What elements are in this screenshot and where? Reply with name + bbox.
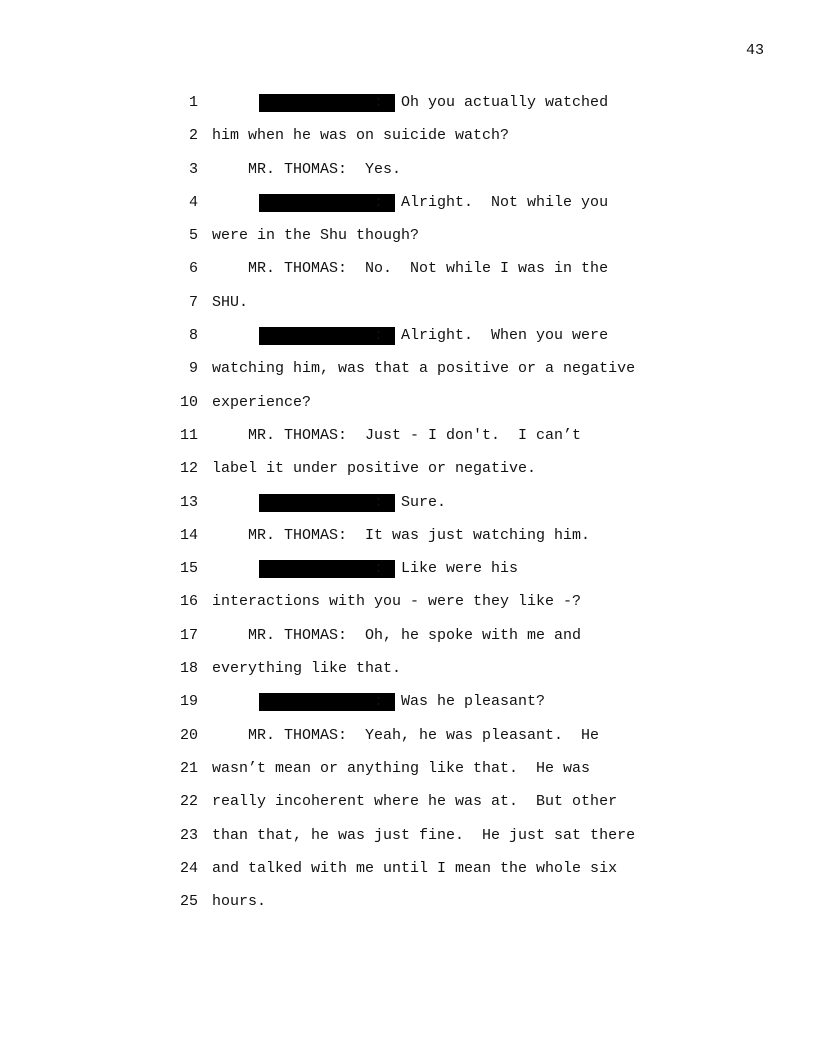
line-text: MR. THOMAS: It was just watching him. bbox=[212, 526, 591, 544]
line-text: interactions with you - were they like -? bbox=[212, 593, 582, 611]
transcript-line bbox=[0, 689, 816, 722]
line-number: 22 bbox=[179, 793, 198, 811]
line-number: 6 bbox=[188, 260, 198, 278]
line-text: him when he was on suicide watch? bbox=[212, 127, 510, 145]
line-text: than that, he was just fine. He just sat there bbox=[212, 826, 636, 844]
transcript-line bbox=[0, 290, 816, 323]
line-number: 8 bbox=[188, 327, 198, 345]
line-text: MR. THOMAS: Yes. bbox=[212, 160, 402, 178]
line-number: 4 bbox=[188, 193, 198, 211]
transcript-line bbox=[0, 323, 816, 356]
transcript-line bbox=[0, 90, 816, 123]
line-number: 14 bbox=[179, 526, 198, 544]
line-number: 7 bbox=[188, 293, 198, 311]
transcript-line bbox=[0, 556, 816, 589]
transcript-line bbox=[0, 856, 816, 889]
line-number: 10 bbox=[179, 393, 198, 411]
line-text: MR. THOMAS: Oh, he spoke with me and bbox=[212, 626, 582, 644]
line-text: MR. THOMAS: No. Not while I was in the bbox=[212, 260, 609, 278]
transcript-line bbox=[0, 823, 816, 856]
line-text: hours. bbox=[212, 893, 267, 911]
line-text: everything like that. bbox=[212, 660, 402, 678]
line-number: 9 bbox=[188, 360, 198, 378]
transcript-body bbox=[0, 90, 816, 922]
line-text: were in the Shu though? bbox=[212, 227, 420, 245]
line-number: 20 bbox=[179, 726, 198, 744]
transcript-line bbox=[0, 656, 816, 689]
transcript-line bbox=[0, 356, 816, 389]
line-number: 3 bbox=[188, 160, 198, 178]
transcript-line bbox=[0, 423, 816, 456]
line-number: 16 bbox=[179, 593, 198, 611]
line-number: 17 bbox=[179, 626, 198, 644]
line-number: 11 bbox=[179, 426, 198, 444]
transcript-line bbox=[0, 256, 816, 289]
line-number: 21 bbox=[179, 759, 198, 777]
line-text: and talked with me until I mean the whole six bbox=[212, 859, 618, 877]
page-number: 43 bbox=[745, 42, 764, 59]
line-number: 19 bbox=[179, 693, 198, 711]
line-number: 24 bbox=[179, 859, 198, 877]
line-text: : Alright. Not while you bbox=[212, 193, 609, 211]
line-number: 1 bbox=[188, 94, 198, 111]
line-text: MR. THOMAS: Yeah, he was pleasant. He bbox=[212, 726, 600, 744]
line-number: 23 bbox=[179, 826, 198, 844]
line-number: 15 bbox=[179, 560, 198, 578]
transcript-line bbox=[0, 490, 816, 523]
transcript-line bbox=[0, 889, 816, 922]
transcript-line bbox=[0, 223, 816, 256]
line-number: 2 bbox=[188, 127, 198, 145]
line-number: 18 bbox=[179, 660, 198, 678]
transcript-line bbox=[0, 589, 816, 622]
line-text: watching him, was that a positive or a negative bbox=[212, 360, 636, 378]
line-text: : Was he pleasant? bbox=[212, 693, 546, 711]
transcript-line bbox=[0, 523, 816, 556]
transcript-line bbox=[0, 123, 816, 156]
line-text: : Alright. When you were bbox=[212, 327, 609, 345]
line-number: 12 bbox=[179, 460, 198, 478]
line-text: label it under positive or negative. bbox=[212, 460, 537, 478]
line-text: wasn’t mean or anything like that. He was bbox=[212, 759, 591, 777]
line-text: SHU. bbox=[212, 293, 249, 311]
transcript-line bbox=[0, 456, 816, 489]
transcript-line bbox=[0, 623, 816, 656]
line-text: : Sure. bbox=[212, 493, 447, 511]
transcript-line bbox=[0, 157, 816, 190]
line-number: 25 bbox=[179, 893, 198, 911]
line-number: 13 bbox=[179, 493, 198, 511]
line-text: : Like were his bbox=[212, 560, 519, 578]
line-text: : Oh you actually watched bbox=[212, 94, 609, 111]
transcript-line bbox=[0, 723, 816, 756]
transcript-line bbox=[0, 390, 816, 423]
line-text: experience? bbox=[212, 393, 312, 411]
line-text: really incoherent where he was at. But other bbox=[212, 793, 618, 811]
transcript-line bbox=[0, 190, 816, 223]
line-text: MR. THOMAS: Just - I don't. I can’t bbox=[212, 426, 582, 444]
transcript-line bbox=[0, 756, 816, 789]
transcript-line bbox=[0, 789, 816, 822]
line-number: 5 bbox=[188, 227, 198, 245]
